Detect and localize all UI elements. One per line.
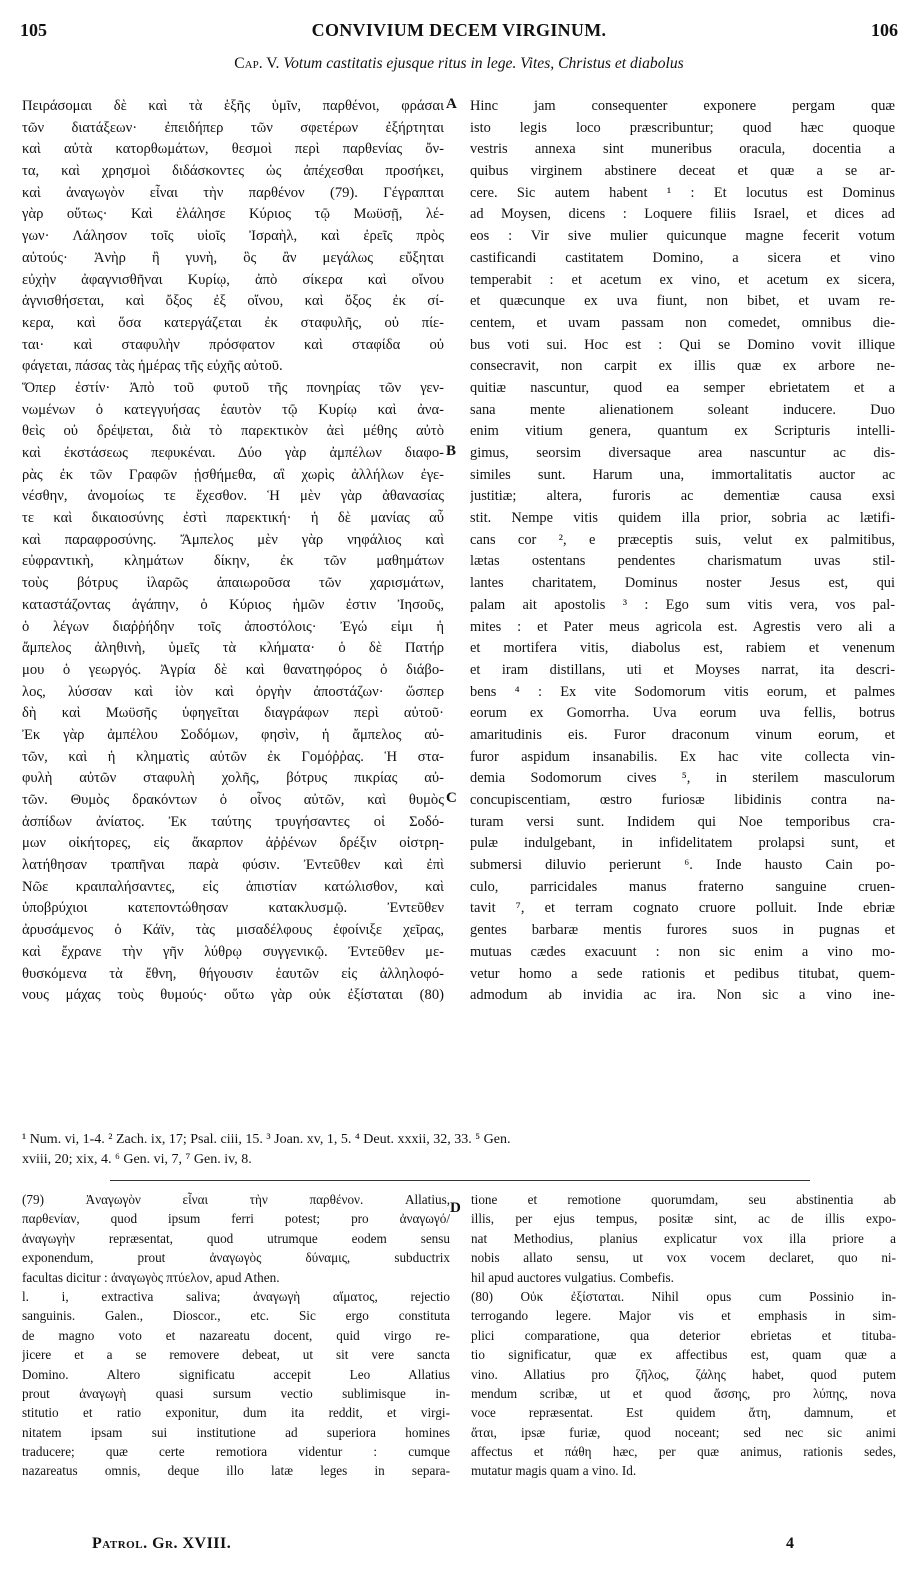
page-number-right: 106 bbox=[871, 20, 898, 40]
greek-text-line: δὴ καὶ Μωϋσῆς ὑφηγεῖται διαγράφων περὶ αὐτοῦ· bbox=[22, 705, 444, 722]
note-line: nitatem ipsam sui institutione ad superiora homines bbox=[22, 1424, 450, 1440]
note-line: l. i, extractiva saliva; ἀναγωγὴ αἵματος, rejectio bbox=[22, 1288, 450, 1304]
greek-text-line: νους μάχας τοὺς θυμούς· οὕτω γὰρ οὐκ ἐξίσταται (80) bbox=[22, 987, 444, 1004]
latin-text-line: bus voti sui. Hoc est : Qui se Domino vovit illique bbox=[470, 336, 895, 353]
greek-text-line: Πειράσομαι δὲ καὶ τὰ ἑξῆς ὑμῖν, παρθένοι, φράσαι bbox=[22, 98, 444, 114]
note-line: illis, per ejus tempus, positæ sint, ac de illis expo- bbox=[471, 1211, 896, 1227]
greek-text-line: καταστάζοντας ἀγάπην, ὁ Κύριος ἡμῶν ἐστιν Ἰησοῦς, bbox=[22, 596, 444, 613]
greek-text-line: μων οἰκήτορες, εἰς ἄκαρπον ἀῤῥένων δρέξιν οἰστρη- bbox=[22, 835, 444, 852]
latin-text-line: culo, parricidales manus fraterno sanguine cruen- bbox=[470, 878, 895, 895]
greek-text-line: τῶν. Θυμὸς δρακόντων ὁ οἶνος αὐτῶν, καὶ θυμὸς bbox=[22, 792, 444, 808]
greek-text-line: Ὅπερ ἐστίν· Ἀπὸ τοῦ φυτοῦ τῆς πονηρίας τῶν γεν- bbox=[22, 379, 444, 396]
page-number-left: 105 bbox=[20, 20, 47, 40]
greek-text-line: νέσθην, ἀνομοίως τε ἔχεσθον. Ἡ μὲν γὰρ ἀθανασίας bbox=[22, 488, 444, 505]
chapter-title: Votum castitatis ejusque ritus in lege. Vites, Christus et diabolus bbox=[283, 55, 684, 72]
latin-text-line: admodum ab invidia ac ira. Non sic a vino ine- bbox=[470, 987, 895, 1004]
sheet-number: 4 bbox=[786, 1535, 794, 1552]
greek-text-line: ἀρυσάμενος ὁ Κάϊν, τὰς μισαδέλφους ἐφοίνιξε χεῖρας, bbox=[22, 922, 444, 939]
column-marker-b: B bbox=[446, 443, 457, 460]
greek-text-line: θυσκόμενα τὰ ἔθνη, θήγουσιν ἑαυτῶν εἰς ἀλληλοφό- bbox=[22, 965, 444, 982]
note-line: facultas dicitur : ἀναγωγὸς πτύελον, apud Athen. bbox=[22, 1269, 280, 1285]
note-line: hil apud auctores vulgatius. Combefis. bbox=[471, 1269, 674, 1285]
column-marker-a: A bbox=[446, 96, 457, 112]
greek-text-line: Ἐκ γὰρ ἀμπέλου Σοδόμων, φησὶν, ἡ ἄμπελος αὐ- bbox=[22, 726, 444, 743]
greek-text-line: ἀσπίδων ἀνίατος. Ἐκ ταύτης τρυγήσαντες οἱ Σοδό- bbox=[22, 813, 444, 830]
greek-text-line: καὶ παραφροσύνης. Ἄμπελος μὲν γὰρ νηφάλιος καὶ bbox=[22, 531, 444, 548]
greek-text-line: τῶν, καὶ ἡ κληματὶς αὐτῶν ἐκ Γομόῤῥας. Ἡ στα- bbox=[22, 748, 444, 765]
latin-text-line: stit. Nempe vitis quidem illa prior, sobria ac lætifi- bbox=[470, 510, 895, 527]
footnote-line: xviii, 20; xix, 4. ⁶ Gen. vi, 7, ⁷ Gen. iv, 8. bbox=[22, 1152, 252, 1167]
notes-column-marker: D bbox=[450, 1200, 461, 1216]
printer-signature: Patrol. Gr. XVIII. bbox=[92, 1535, 232, 1552]
running-header bbox=[20, 20, 898, 46]
greek-text-line: καὶ ἐκστάσεως πεφυκέναι. Δύο γὰρ ἀμπέλων διαφο- bbox=[22, 445, 444, 461]
latin-text-line: quibus virginem abstinere deceat et quæ a se ar- bbox=[470, 163, 895, 180]
scripture-footnotes bbox=[22, 1130, 898, 1172]
note-line: voce repræsentat. Est quidem ἄτη, damnum, et bbox=[471, 1405, 896, 1421]
greek-text-line: γων· Λάλησον τοῖς υἱοῖς Ἰσραὴλ, καὶ ἐρεῖς πρὸς bbox=[22, 228, 444, 245]
latin-text-line: amaritudinis eis. Furor draconum vinum eorum, et bbox=[470, 726, 895, 743]
latin-text-line: concupiscentiam, œstro furiosæ libidinis contra na- bbox=[470, 792, 895, 808]
note-line: nazareatus omnis, deque illo latæ leges in separa- bbox=[22, 1463, 450, 1479]
greek-text-line: καὶ ἔχρανε τὴν γῆν λύθρῳ συγγενικῷ. Ἐντεῦθεν με- bbox=[22, 943, 444, 960]
latin-text-line: ad Moysen, dicens : Loquere filiis Israel, et dices ad bbox=[470, 206, 895, 223]
notes-right-column bbox=[471, 1190, 896, 1481]
greek-text-line: θεὶς οὐ δρέψεται, διὰ τὸ παρεκτικὸν ἀεὶ μέθης αὐτὸ bbox=[22, 423, 444, 440]
latin-text-line: lætas ostentans pendentes charismatum uvas stil- bbox=[470, 553, 895, 570]
note-line: mutatur magis quam a vino. Id. bbox=[471, 1463, 637, 1479]
latin-text-line: eorum ex Gomorrha. Uva eorum uva fellis, botrus bbox=[470, 705, 895, 722]
latin-text-line: et quæcunque ex uva fiunt, non bibet, et uvam re- bbox=[470, 293, 895, 310]
greek-text-line: αὐτούς· Ἀνὴρ ἢ γυνὴ, ὃς ἂν μεγάλως εὔξηται bbox=[22, 249, 444, 266]
greek-text-line: λατήθησαν τραπῆναι παρὰ φύσιν. Ἐντεῦθεν καὶ ἐπὶ bbox=[22, 857, 444, 874]
latin-text-column bbox=[470, 96, 895, 1007]
latin-text-line: mites : et Pater meus agricola est. Agrestis vero ali a bbox=[470, 618, 895, 635]
greek-text-line: ὁ λέγων διαῤῥήδην τοῖς ἀποστόλοις· Ἐγώ εἰμι ἡ bbox=[22, 618, 444, 635]
greek-text-line: φυλὴ αὐτῶν σταφυλὴ χολῆς, βότρυς πικρίας αὐ- bbox=[22, 770, 444, 787]
column-marker-c: C bbox=[446, 790, 457, 807]
note-line: traducere; quæ certe remotiora videntur : cumque bbox=[22, 1444, 450, 1460]
greek-text-column bbox=[22, 96, 444, 1007]
note-line: ἀναγωγὴν repræsentat, quod utrumque eodem sensu bbox=[22, 1230, 450, 1246]
note-line: plici comparatione, qua deterior ebrietas et titubа- bbox=[471, 1327, 896, 1343]
notes-left-column bbox=[22, 1190, 450, 1481]
note-line: affectus et πάθη hæc, per quæ animus, rationis sedes, bbox=[471, 1444, 896, 1460]
greek-text-line: καὶ ἀναγωγὸν εἶναι τὴν παρθένον (79). Γέγραπται bbox=[22, 184, 444, 201]
greek-text-line: νωμένων ὁ κατεγγυήσας ἑαυτὸν τῷ Κυρίῳ καὶ ἀνα- bbox=[22, 401, 444, 418]
latin-text-line: mutuas cædes exacuunt : non sic enim a vino mo- bbox=[470, 943, 895, 960]
latin-text-line: gimus, seorsim diversaque area nascuntur ac dis- bbox=[470, 445, 895, 461]
latin-text-line: turam versi sunt. Indidem qui Noe temporibus cra- bbox=[470, 813, 895, 830]
note-line: mendum scribæ, ut et quod ἄσσης, pro λύπης, nova bbox=[471, 1385, 896, 1401]
note-line: de magno voto et nazareatu docent, quid virgo re- bbox=[22, 1327, 450, 1343]
note-line: terrogando legere. Major vis et emphasis in sim- bbox=[471, 1308, 896, 1324]
note-line: sanguinis. Galen., Dioscor., etc. Sic ergo constituta bbox=[22, 1308, 450, 1324]
greek-text-line: λος, λύσσαν καὶ ἰὸν καὶ ὀργὴν ἀποστάζων· ὥσπερ bbox=[22, 683, 444, 700]
latin-text-line: centem, et uvam passam non comedet, omnibus die- bbox=[470, 314, 895, 331]
greek-text-line: τα, καὶ χρησμοὶ διδάσκοντες ὡς ἀπέχεσθαι προσήκει, bbox=[22, 163, 444, 180]
greek-text-line: Νῶε κραιπαλήσαντες, εἰς ἀπιστίαν κατώλισθον, καὶ bbox=[22, 878, 444, 895]
latin-text-line: tavit ⁷, et terram cognato cruore polluit. Inde ebriæ bbox=[470, 900, 895, 917]
latin-text-line: cans cor ², e præceptis suis, velut ex palmitibus, bbox=[470, 531, 895, 548]
latin-text-line: demia Sodomorum cives ⁵, in sterilem masculorum bbox=[470, 770, 895, 787]
footnote-line: ¹ Num. vi, 1-4. ² Zach. ix, 17; Psal. ciii, 15. ³ Joan. xv, 1, 5. ⁴ Deut. xxxii, 32, 33. ⁵ Gen. bbox=[22, 1132, 511, 1147]
latin-text-line: bens ⁴ : Ex vite Sodomorum vitis eorum, et palmes bbox=[470, 683, 895, 700]
running-title: CONVIVIUM DECEM VIRGINUM. bbox=[311, 20, 607, 40]
greek-text-line: γὰρ οὕτως· Καὶ ἐλάλησε Κύριος τῷ Μωϋσῇ, λέ- bbox=[22, 206, 444, 223]
note-line: ἄται, ipsæ furiæ, quod noceant; sed nec sic animi bbox=[471, 1424, 896, 1440]
latin-text-line: castificandi castitatem Domino, a sicera et vino bbox=[470, 249, 895, 266]
latin-text-line: et iram distillans, uti et Moyses narrat, ita descri- bbox=[470, 661, 895, 678]
chapter-heading bbox=[20, 55, 898, 79]
latin-text-line: enim vitium genera, quantum ex Scripturis intelli- bbox=[470, 423, 895, 440]
latin-text-line: eos : Vir sive mulier quicunque magne fecerit votum bbox=[470, 228, 895, 245]
latin-text-line: gentes barbaræ mentis furores suos in pugnas et bbox=[470, 922, 895, 939]
latin-text-line: et mortifera vitis, diabolus est, rabiem et venenum bbox=[470, 640, 895, 657]
note-line: tio significatur, quæ ex affectibus est, quam quæ a bbox=[471, 1347, 896, 1363]
greek-text-line: εὐχὴν ἀφαγνισθῆναι Κυρίῳ, ἀπὸ σίκερα καὶ οἴνου bbox=[22, 271, 444, 288]
latin-text-line: vetur homo a sede rationis et pedibus titubat, quem- bbox=[470, 965, 895, 982]
greek-text-line: εὐφραντικὴ, κλημάτων δίκην, ἐκ τῶν μαθημάτων bbox=[22, 553, 444, 570]
greek-text-line: μου ὁ γεωργός. Ἀγρία δὲ καὶ θανατηφόρος ὁ διάβο- bbox=[22, 661, 444, 678]
note-line: stitutio et ratio exponitur, dum ita reddit, et virgi- bbox=[22, 1405, 450, 1421]
greek-text-line: κερα, καὶ ὅσα κατεργάζεται ἐκ σταφυλῆς, οὐ πίε- bbox=[22, 314, 444, 331]
note-line: παρθενίαν, quod ipsum ferri potest; pro ἀναγωγό/ bbox=[22, 1211, 450, 1227]
greek-text-line: ὑποβρύχιοι κατεποντώθησαν κατακλυσμῷ. Ἐντεῦθεν bbox=[22, 900, 444, 917]
note-line: (79) Ἀναγωγὸν εἶναι τὴν παρθένον. Allatius, bbox=[22, 1192, 450, 1207]
note-line: prout ἀναγωγὴ quasi sursum vectio sublimisque in- bbox=[22, 1385, 450, 1401]
latin-text-line: furor aspidum insanabilis. Ex hac vite collecta vin- bbox=[470, 748, 895, 765]
latin-text-line: temperabit : et acetum ex vino, et acetum ex sicera, bbox=[470, 271, 895, 288]
latin-text-line: lantes charitatem, Dominus noster Jesus est, qui bbox=[470, 575, 895, 592]
latin-text-line: submersi diluvio perierunt ⁶. Inde hausto Cain po- bbox=[470, 857, 895, 874]
latin-text-line: justitiæ; altera, furoris ac dementiæ causa exsi bbox=[470, 488, 895, 505]
notes-divider bbox=[110, 1180, 810, 1181]
note-line: nobis allato sensu, ut vox vocem declaret, quo ni- bbox=[471, 1250, 896, 1266]
note-line: (80) Οὐκ ἐξίσταται. Nihil opus cum Possinio in- bbox=[471, 1288, 896, 1304]
note-line: tione et remotione quorumdam, seu abstinentia ab bbox=[471, 1192, 896, 1207]
greek-text-line: τοὺς βότρυς ἱλαρῶς ἀπαιωροῦσα τῶν χαρισμάτων, bbox=[22, 575, 444, 592]
greek-text-line: καὶ αὐτὰ κατορθωμάτων, θεσμοὶ περὶ παρθενίας ὄν- bbox=[22, 141, 444, 158]
latin-text-line: sana mente alienationem soleant inducere. Duo bbox=[470, 401, 895, 418]
note-line: exponendum, prout ἀναγωγὸς δύναμις, subductrix bbox=[22, 1250, 450, 1266]
chapter-label: Cap. V. bbox=[234, 55, 280, 72]
greek-text-line: φάγεται, πάσας τὰς ἡμέρας τῆς εὐχῆς αὐτοῦ. bbox=[22, 358, 283, 375]
note-line: nat Methodius, planius explicatur vox illa priore a bbox=[471, 1230, 896, 1246]
note-line: jicere et a se removere debeat, ut sit vere sancta bbox=[22, 1347, 450, 1363]
note-line: vino. Allatius pro ζῆλος, ζάλης habet, quod putem bbox=[471, 1366, 896, 1382]
greek-text-line: ἁγνισθήσεται, καὶ ὄξος ἐξ οἴνου, καὶ ὄξος ἐκ σί- bbox=[22, 293, 444, 310]
greek-text-line: ρὰς ἐκ τῶν Γραφῶν ᾐσθήμεθα, αἳ χωρὶς ἀλλήλων ἐγε- bbox=[22, 466, 444, 483]
latin-text-line: cere. Sic autem habent ¹ : Et locutus est Dominus bbox=[470, 184, 895, 201]
greek-text-line: ἄμπελος ἀληθινὴ, ὑμεῖς τὰ κλήματα· ὁ δὲ Πατήρ bbox=[22, 640, 444, 657]
latin-text-line: pulæ indulgebant, in infidelitatem prolapsi sunt, et bbox=[470, 835, 895, 852]
latin-text-line: isto legis loco præscribuntur; quod hæc quoque bbox=[470, 119, 895, 136]
latin-text-line: vestris annexa sint muneribus oracula, docentia a bbox=[470, 141, 895, 158]
note-line: Domino. Altero significatu accepit Leo Allatius bbox=[22, 1366, 450, 1382]
latin-text-line: quitiæ nascuntur, quod ea semper ebrietatem et a bbox=[470, 379, 895, 396]
latin-text-line: Hinc jam consequenter exponere pergam quæ bbox=[470, 98, 895, 114]
latin-text-line: similes sunt. Harum una, immortalitatis auctor ac bbox=[470, 466, 895, 483]
latin-text-line: consecravit, non carpit ex illis quæ ex arbore ne- bbox=[470, 358, 895, 375]
greek-text-line: ται· καὶ σταφυλὴν πρόσφατον καὶ σταφίδα οὐ bbox=[22, 336, 444, 353]
latin-text-line: palam ait apostolis ³ : Ego sum vitis vera, vos pal- bbox=[470, 596, 895, 613]
greek-text-line: τε καὶ δικαιοσύνης ἐστὶ παρεκτική· ἡ δὲ μανίας αὖ bbox=[22, 510, 444, 527]
greek-text-line: τῶν διατάξεων· ἐπειδήπερ τῶν σφετέρων ἐξήρτηται bbox=[22, 119, 444, 136]
